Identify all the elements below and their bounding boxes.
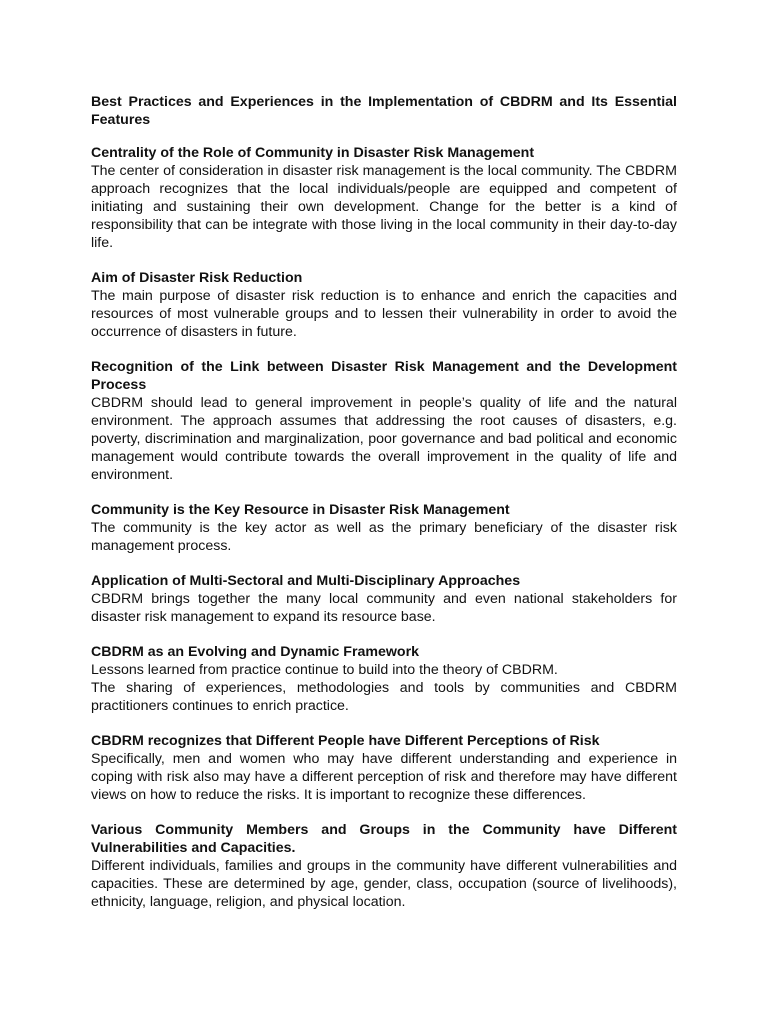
section-heading: Community is the Key Resource in Disaster Risk Management (91, 502, 510, 518)
section-paragraph: Different individuals, families and groups in the community have different vulnerabilities and capacities. These are determined by age, gender, class, occupation (source of livelihoods), ethnicity, language, religion, and physical location. (91, 858, 677, 910)
section-paragraph: CBDRM should lead to general improvement in people’s quality of life and the natural environment. The approach assumes that addressing the root causes of disasters, e.g. poverty, discrimination and marginalization, poor governance and bad political and economic management would contribute towards the overall improvement in the quality of life and environment. (91, 395, 677, 483)
section-heading: CBDRM recognizes that Different People have Different Perceptions of Risk (91, 733, 600, 749)
section-different-perceptions (91, 732, 677, 804)
section-different-vulnerabilities (91, 821, 677, 911)
section-heading: Recognition of the Link between Disaster Risk Management and the Development Process (91, 359, 677, 393)
section-paragraph: The community is the key actor as well as the primary beneficiary of the disaster risk management process. (91, 520, 677, 554)
section-heading: Various Community Members and Groups in the Community have Different Vulnerabilities and Capacities. (91, 822, 677, 856)
section-heading: CBDRM as an Evolving and Dynamic Framework (91, 644, 419, 660)
section-community-key-resource (91, 501, 677, 555)
section-paragraph: The sharing of experiences, methodologies and tools by communities and CBDRM practitioners continues to enrich practice. (91, 680, 677, 714)
section-heading: Aim of Disaster Risk Reduction (91, 270, 303, 286)
section-paragraph: The main purpose of disaster risk reduction is to enhance and enrich the capacities and resources of most vulnerable groups and to lessen their vulnerability in order to avoid the occurrence of disasters in future. (91, 288, 677, 340)
section-paragraph: The center of consideration in disaster risk management is the local community. The CBDRM approach recognizes that the local individuals/people are equipped and competent of initiating and sustaining their own development. Change for the better is a kind of responsibility that can be integrate with those living in the local community in their day-to-day life. (91, 163, 677, 251)
section-evolving-framework (91, 643, 677, 715)
section-heading: Application of Multi-Sectoral and Multi-Disciplinary Approaches (91, 573, 521, 589)
section-paragraph: Specifically, men and women who may have different understanding and experience in coping with risk also may have a different perception of risk and therefore may have different views on how to reduce the risks. It is important to recognize these differences. (91, 751, 677, 803)
section-paragraph: CBDRM brings together the many local community and even national stakeholders for disaster risk management to expand its resource base. (91, 591, 677, 625)
section-centrality-of-community (91, 144, 677, 252)
section-aim-of-drr (91, 269, 677, 341)
section-heading: Centrality of the Role of Community in Disaster Risk Management (91, 145, 535, 161)
section-multi-sectoral-approaches (91, 572, 677, 626)
section-paragraph: Lessons learned from practice continue to build into the theory of CBDRM. (91, 662, 558, 678)
document-title: Best Practices and Experiences in the Implementation of CBDRM and Its Essential Features (91, 94, 677, 128)
section-link-drm-development (91, 358, 677, 484)
